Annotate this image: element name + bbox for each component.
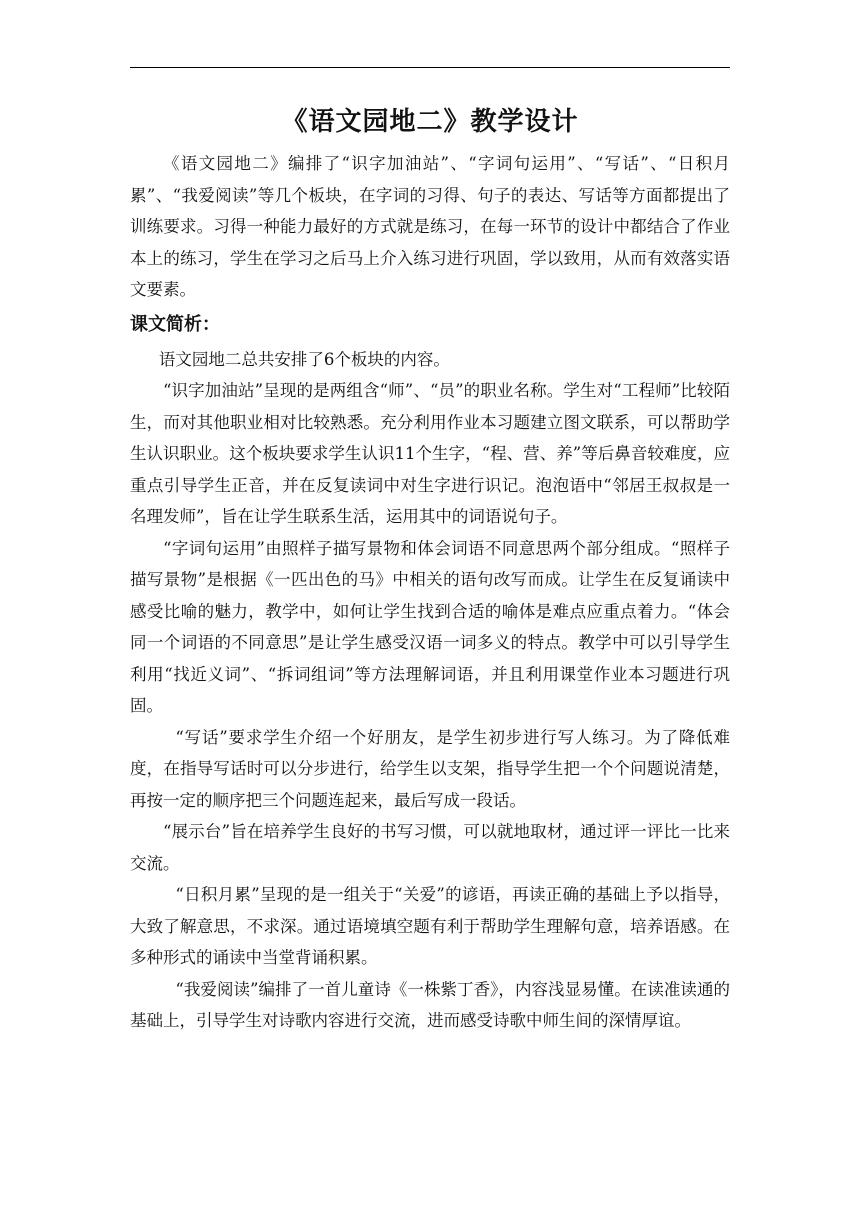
body-paragraph: “写话”要求学生介绍一个好朋友，是学生初步进行写人练习。为了降低难度，在指导写话时可以分步进行，给学生以支架，指导学生把一个个问题说清楚，再按一定的顺序把三个问题连起来，最后写成一段话。: [130, 727, 730, 810]
body-paragraph: “识字加油站”呈现的是两组含“师”、“员”的职业名称。学生对“工程师”比较陌生，而对其他职业相对比较熟悉。充分利用作业本习题建立图文联系，可以帮助学生认识职业。这个板块要求学生认识11个生字，“程、营、养”等后鼻音较难度，应重点引导学生正音，并在反复读词中对生字进行识记。泡泡语中“邻居王叔叔是一名理发师”，旨在让学生联系生活，运用其中的词语说句子。: [130, 381, 730, 526]
document-body: [130, 148, 730, 1037]
body-paragraph: “展示台”旨在培养学生良好的书写习惯，可以就地取材，通过评一评比一比来交流。: [130, 822, 730, 873]
body-paragraph: “我爱阅读”编排了一首儿童诗《一株紫丁香》，内容浅显易懂。在读准读通的基础上，引导学生对诗歌内容进行交流，进而感受诗歌中师生间的深情厚谊。: [130, 979, 730, 1030]
intro-paragraph: 《语文园地二》编排了“识字加油站”、“字词句运用”、“写话”、“日积月累”、“我爱阅读”等几个板块，在字词的习得、句子的表达、写话等方面都提出了训练要求。习得一种能力最好的方式就是练习，在每一环节的设计中都结合了作业本上的练习，学生在学习之后马上介入练习进行巩固，学以致用，从而有效落实语文要素。: [130, 154, 730, 299]
header-rule: [130, 67, 730, 68]
body-paragraph: 语文园地二总共安排了6个板块的内容。: [158, 349, 450, 369]
body-paragraph: “字词句运用”由照样子描写景物和体会词语不同意思两个部分组成。“照样子描写景物”是根据《一匹出色的马》中相关的语句改写而成。让学生在反复诵读中感受比喻的魅力，教学中，如何让学生找到合适的喻体是难点应重点着力。“体会同一个词语的不同意思”是让学生感受汉语一词多义的特点。教学中可以引导学生利用“找近义词”、“拆词组词”等方法理解词语，并且利用课堂作业本习题进行巩固。: [130, 538, 730, 715]
section-heading: 课文简析：: [130, 313, 220, 335]
body-paragraph: “日积月累”呈现的是一组关于“关爱”的谚语，再读正确的基础上予以指导，大致了解意思，不求深。通过语境填空题有利于帮助学生理解句意，培养语感。在多种形式的诵读中当堂背诵积累。: [130, 885, 730, 967]
document-title: 《语文园地二》教学设计: [281, 107, 579, 137]
